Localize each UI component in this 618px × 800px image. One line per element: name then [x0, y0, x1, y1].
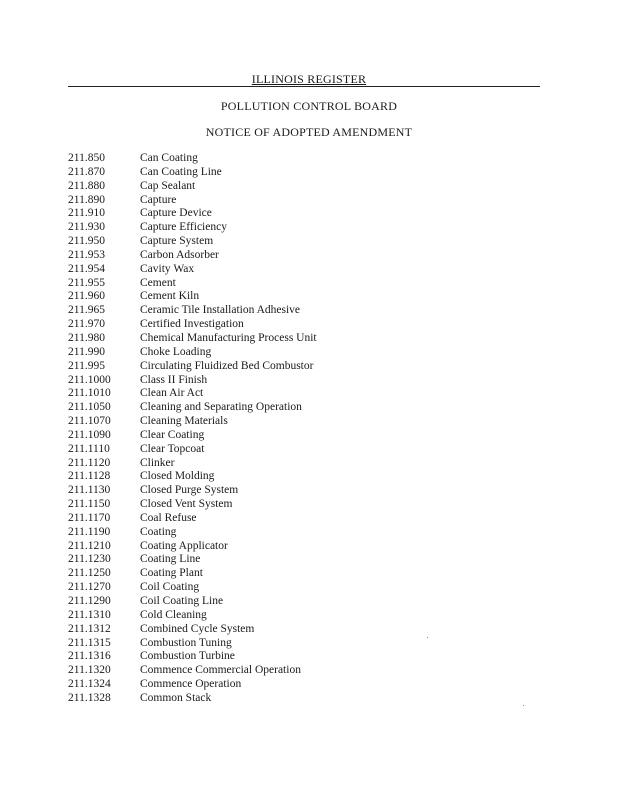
definition-term: Capture Efficiency [140, 221, 227, 234]
section-number: 211.1320 [68, 664, 111, 677]
section-number: 211.960 [68, 290, 105, 303]
section-number: 211.1270 [68, 581, 111, 594]
definition-row [68, 595, 317, 609]
definition-row [68, 429, 317, 443]
section-number: 211.910 [68, 207, 105, 220]
definition-term: Closed Molding [140, 470, 215, 483]
definition-row [68, 263, 317, 277]
section-number: 211.995 [68, 359, 105, 372]
definition-term: Class II Finish [140, 373, 208, 386]
definition-term: Commence Commercial Operation [140, 664, 301, 677]
section-number: 211.980 [68, 331, 105, 344]
definition-term: Combustion Turbine [140, 650, 235, 663]
definition-row [68, 498, 317, 512]
section-number: 211.1120 [68, 456, 111, 469]
definition-term: Combined Cycle System [140, 622, 255, 635]
section-number: 211.990 [68, 345, 105, 358]
definition-term: Certified Investigation [140, 318, 244, 331]
definition-term: Commence Operation [140, 678, 242, 691]
section-number: 211.1328 [68, 691, 111, 704]
section-number: 211.870 [68, 165, 105, 178]
section-number: 211.1230 [68, 553, 111, 566]
definition-term: Cap Sealant [140, 179, 196, 192]
definition-term: Cavity Wax [140, 262, 195, 275]
section-number: 211.890 [68, 193, 105, 206]
definition-term: Common Stack [140, 691, 212, 704]
definition-row [68, 166, 317, 180]
definition-row [68, 664, 317, 678]
definition-row [68, 637, 317, 651]
section-number: 211.1315 [68, 636, 111, 649]
section-number: 211.954 [68, 262, 105, 275]
section-number: 211.1250 [68, 567, 111, 580]
section-number: 211.1000 [68, 373, 111, 386]
section-number: 211.1170 [68, 511, 111, 524]
definition-term: Cold Cleaning [140, 608, 207, 621]
definition-term: Can Coating [140, 152, 198, 164]
definition-term: Combustion Tuning [140, 636, 232, 649]
definition-row [68, 387, 317, 401]
definition-row [68, 180, 317, 194]
definition-row [68, 553, 317, 567]
definition-row [68, 318, 317, 332]
definition-row [68, 512, 317, 526]
definition-row [68, 484, 317, 498]
definition-row [68, 152, 317, 166]
section-number: 211.850 [68, 152, 105, 164]
definition-row [68, 415, 317, 429]
definition-row [68, 249, 317, 263]
definition-term: Coil Coating Line [140, 595, 224, 607]
section-number: 211.1312 [68, 622, 111, 635]
definition-row [68, 650, 317, 664]
definition-row [68, 374, 317, 388]
definition-term: Choke Loading [140, 345, 212, 358]
section-number: 211.930 [68, 221, 105, 234]
definition-term: Clinker [140, 456, 175, 469]
definition-term: Cement [140, 276, 176, 289]
definitions-list [68, 152, 317, 706]
register-title [0, 72, 618, 87]
definition-row [68, 346, 317, 360]
definition-term: Can Coating Line [140, 165, 222, 178]
section-number: 211.1324 [68, 678, 111, 691]
section-number: 211.970 [68, 318, 105, 331]
register-title-text: ILLINOIS REGISTER [248, 72, 370, 86]
definition-term: Chemical Manufacturing Process Unit [140, 331, 317, 344]
definition-row [68, 360, 317, 374]
definition-term: Capture [140, 193, 177, 206]
section-number: 211.1128 [68, 470, 111, 483]
definition-row [68, 235, 317, 249]
section-number: 211.1130 [68, 484, 111, 497]
definition-term: Coal Refuse [140, 511, 197, 524]
definition-term: Cleaning and Separating Operation [140, 401, 302, 414]
definition-row [68, 194, 317, 208]
section-number: 211.1150 [68, 498, 111, 511]
definition-row [68, 470, 317, 484]
definition-term: Cleaning Materials [140, 415, 228, 428]
section-number: 211.1110 [68, 442, 110, 455]
definition-term: Coating Line [140, 553, 201, 566]
section-number: 211.950 [68, 235, 105, 248]
definition-term: Coil Coating [140, 581, 200, 594]
section-number: 211.1290 [68, 595, 111, 607]
definition-row [68, 207, 317, 221]
definition-term: Clear Topcoat [140, 442, 205, 455]
definition-term: Coating Applicator [140, 539, 228, 552]
section-number: 211.955 [68, 276, 105, 289]
scan-speck [427, 637, 428, 638]
section-number: 211.953 [68, 248, 105, 261]
definition-term: Carbon Adsorber [140, 248, 219, 261]
definition-term: Cement Kiln [140, 290, 200, 303]
definition-row [68, 277, 317, 291]
notice-title: NOTICE OF ADOPTED AMENDMENT [205, 125, 413, 139]
definition-row [68, 526, 317, 540]
section-number: 211.1316 [68, 650, 111, 663]
section-number: 211.1210 [68, 539, 111, 552]
definition-row [68, 540, 317, 554]
definition-row [68, 332, 317, 346]
definition-term: Closed Purge System [140, 484, 239, 497]
section-number: 211.1310 [68, 608, 111, 621]
section-number: 211.1190 [68, 525, 111, 538]
definition-row [68, 304, 317, 318]
section-number: 211.1010 [68, 387, 111, 400]
board-title: POLLUTION CONTROL BOARD [220, 99, 398, 113]
definition-term: Circulating Fluidized Bed Combustor [140, 359, 314, 372]
definition-row [68, 692, 317, 706]
definition-term: Capture System [140, 235, 214, 248]
section-number: 211.1090 [68, 428, 111, 441]
definition-row [68, 623, 317, 637]
definition-term: Coating Plant [140, 567, 203, 580]
scan-speck [523, 705, 524, 706]
section-number: 211.965 [68, 304, 105, 317]
definition-row [68, 401, 317, 415]
definition-term: Clear Coating [140, 428, 205, 441]
section-number: 211.1050 [68, 401, 111, 414]
section-number: 211.1070 [68, 415, 111, 428]
definition-row [68, 221, 317, 235]
definition-row [68, 567, 317, 581]
definition-term: Coating [140, 525, 177, 538]
definition-row [68, 581, 317, 595]
definition-row [68, 457, 317, 471]
definition-term: Closed Vent System [140, 498, 233, 511]
definition-term: Clean Air Act [140, 387, 204, 400]
definition-row [68, 290, 317, 304]
definition-term: Capture Device [140, 207, 212, 220]
definition-term: Ceramic Tile Installation Adhesive [140, 304, 301, 317]
definition-row [68, 678, 317, 692]
definition-row [68, 609, 317, 623]
section-number: 211.880 [68, 179, 105, 192]
definition-row [68, 443, 317, 457]
